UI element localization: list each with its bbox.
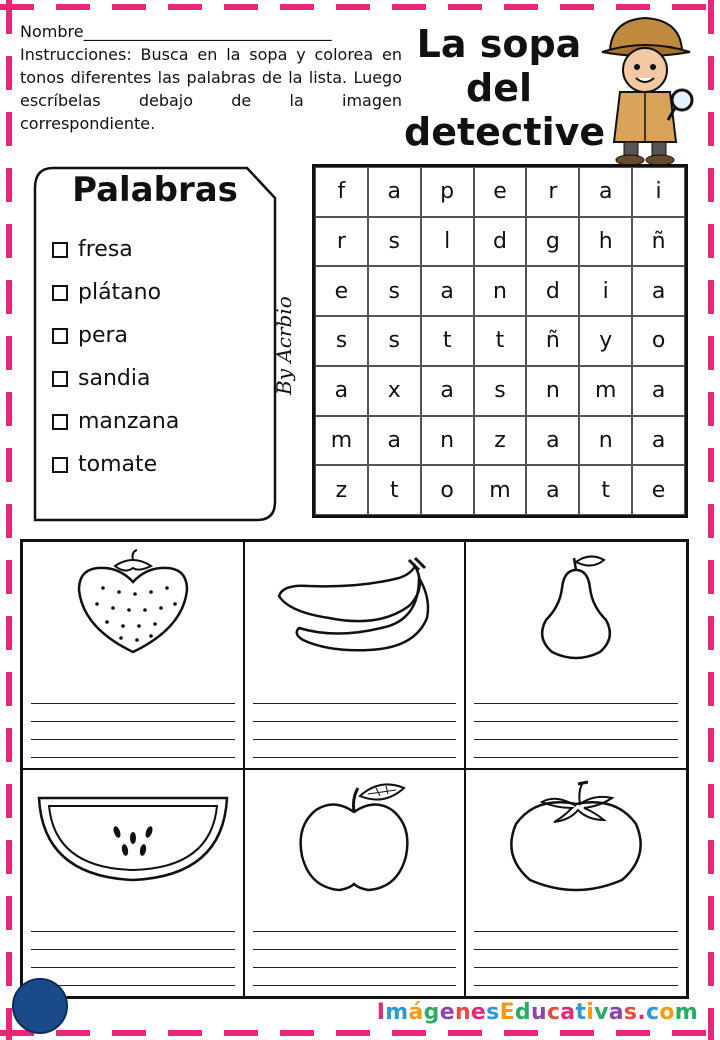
grid-cell[interactable]: d	[526, 266, 579, 316]
word: pera	[78, 323, 129, 348]
title-line-2: del	[466, 66, 532, 110]
site-letter: á	[408, 1000, 424, 1025]
grid-cell[interactable]: a	[526, 465, 579, 515]
fruit-cell	[22, 769, 244, 997]
title-line-3: detective	[404, 110, 606, 154]
fruit-cell	[244, 769, 466, 997]
grid-cell[interactable]: ñ	[632, 217, 685, 267]
list-item[interactable]	[52, 443, 179, 486]
checkbox-icon[interactable]	[52, 285, 68, 301]
grid-cell[interactable]: s	[368, 266, 421, 316]
grid-cell[interactable]: a	[421, 266, 474, 316]
page-border-top	[0, 4, 720, 10]
site-letter: c	[646, 1000, 660, 1025]
grid-cell[interactable]: x	[368, 366, 421, 416]
grid-cell[interactable]: p	[421, 167, 474, 217]
writing-lines[interactable]	[31, 686, 235, 758]
site-letter: a	[560, 1000, 576, 1025]
grid-cell[interactable]: t	[368, 465, 421, 515]
grid-cell[interactable]: y	[579, 316, 632, 366]
watermelon-icon	[33, 776, 233, 886]
grid-cell[interactable]: a	[526, 416, 579, 466]
grid-cell[interactable]: i	[632, 167, 685, 217]
word: manzana	[78, 409, 180, 434]
site-letter: v	[594, 1000, 609, 1025]
grid-cell[interactable]: a	[368, 167, 421, 217]
fruit-picture-grid	[20, 539, 689, 999]
grid-cell[interactable]: a	[421, 366, 474, 416]
word: fresa	[78, 237, 133, 262]
grid-cell[interactable]: a	[632, 416, 685, 466]
checkbox-icon[interactable]	[52, 328, 68, 344]
site-letter: n	[454, 1000, 471, 1025]
header-text	[20, 20, 402, 135]
grid-cell[interactable]: a	[632, 366, 685, 416]
site-letter: e	[470, 1000, 487, 1025]
word-list	[52, 228, 179, 486]
grid-cell[interactable]: s	[368, 217, 421, 267]
word-search-grid	[312, 164, 688, 518]
writing-lines[interactable]	[474, 914, 678, 986]
writing-lines[interactable]	[31, 914, 235, 986]
name-field-label[interactable]: Nombre_______________________________	[20, 22, 332, 41]
pear-icon	[516, 548, 636, 663]
fruit-cell	[244, 541, 466, 769]
grid-cell[interactable]: e	[315, 266, 368, 316]
fruit-cell	[465, 769, 687, 997]
page-title	[404, 22, 606, 154]
checkbox-icon[interactable]	[52, 414, 68, 430]
checkbox-icon[interactable]	[52, 457, 68, 473]
grid-cell[interactable]: m	[474, 465, 527, 515]
grid-cell[interactable]: n	[421, 416, 474, 466]
word: sandia	[78, 366, 151, 391]
site-letter: m	[385, 1000, 409, 1025]
site-letter: m	[674, 1000, 698, 1025]
site-letter: o	[659, 1000, 675, 1025]
grid-cell[interactable]: t	[474, 316, 527, 366]
writing-lines[interactable]	[253, 914, 457, 986]
grid-cell[interactable]: m	[579, 366, 632, 416]
grid-cell[interactable]: i	[579, 266, 632, 316]
grid-cell[interactable]: s	[474, 366, 527, 416]
site-letter: d	[514, 1000, 531, 1025]
grid-cell[interactable]: ñ	[526, 316, 579, 366]
grid-cell[interactable]: z	[315, 465, 368, 515]
word-list-heading: Palabras	[72, 170, 238, 210]
page-border-right	[708, 0, 714, 1040]
grid-cell[interactable]: e	[474, 167, 527, 217]
grid-cell[interactable]: s	[368, 316, 421, 366]
site-letter: a	[608, 1000, 624, 1025]
site-letter: s	[486, 1000, 500, 1025]
title-line-1: La sopa	[416, 22, 582, 66]
site-letter: E	[499, 1000, 515, 1025]
grid-cell[interactable]: n	[526, 366, 579, 416]
apple-icon	[284, 776, 424, 896]
list-item[interactable]	[52, 400, 179, 443]
grid-cell[interactable]: d	[474, 217, 527, 267]
fruit-cell	[22, 541, 244, 769]
grid-cell[interactable]: o	[632, 316, 685, 366]
site-letter: e	[439, 1000, 455, 1025]
strawberry-icon	[63, 548, 203, 658]
site-name[interactable]	[377, 1000, 698, 1025]
grid-cell[interactable]: h	[579, 217, 632, 267]
grid-cell[interactable]: e	[632, 465, 685, 515]
logo-icon	[12, 978, 68, 1034]
site-letter: t	[575, 1000, 587, 1025]
site-letter: .	[637, 1000, 646, 1025]
site-letter: c	[546, 1000, 561, 1025]
site-letter: u	[530, 1000, 547, 1025]
tomato-icon	[496, 776, 656, 896]
grid-cell[interactable]: t	[421, 316, 474, 366]
checkbox-icon[interactable]	[52, 242, 68, 258]
grid-cell[interactable]: f	[315, 167, 368, 217]
word: tomate	[78, 452, 158, 477]
list-item[interactable]	[52, 357, 179, 400]
grid-cell[interactable]: a	[315, 366, 368, 416]
grid-cell[interactable]: l	[421, 217, 474, 267]
author-signature: By Acrbio	[272, 296, 296, 395]
grid-cell[interactable]: s	[315, 316, 368, 366]
grid-cell[interactable]: a	[632, 266, 685, 316]
grid-cell[interactable]: z	[474, 416, 527, 466]
page-border-bottom	[0, 1030, 720, 1036]
site-letter: s	[623, 1000, 638, 1025]
page-border-left	[6, 0, 12, 1040]
grid-cell[interactable]: a	[579, 167, 632, 217]
grid-cell[interactable]: g	[526, 217, 579, 267]
grid-cell[interactable]: t	[579, 465, 632, 515]
word: plátano	[78, 280, 162, 305]
grid-cell[interactable]: a	[368, 416, 421, 466]
list-item[interactable]	[52, 314, 179, 357]
site-letter: g	[423, 1000, 440, 1025]
site-letter: I	[376, 1000, 386, 1025]
grid-cell[interactable]: o	[421, 465, 474, 515]
detective-icon	[590, 12, 700, 167]
list-item[interactable]	[52, 271, 179, 314]
grid-cell[interactable]: r	[526, 167, 579, 217]
banana-icon	[269, 548, 439, 658]
instructions: Instrucciones: Busca en la sopa y colorea en tonos diferentes las palabras de la lista. Luego escríbelas debajo de la imagen correspondiente.	[20, 45, 402, 133]
fruit-cell	[465, 541, 687, 769]
writing-lines[interactable]	[253, 686, 457, 758]
writing-lines[interactable]	[474, 686, 678, 758]
list-item[interactable]	[52, 228, 179, 271]
grid-cell[interactable]: n	[579, 416, 632, 466]
site-letter: i	[586, 1000, 595, 1025]
grid-cell[interactable]: m	[315, 416, 368, 466]
grid-cell[interactable]: r	[315, 217, 368, 267]
grid-cell[interactable]: n	[474, 266, 527, 316]
checkbox-icon[interactable]	[52, 371, 68, 387]
